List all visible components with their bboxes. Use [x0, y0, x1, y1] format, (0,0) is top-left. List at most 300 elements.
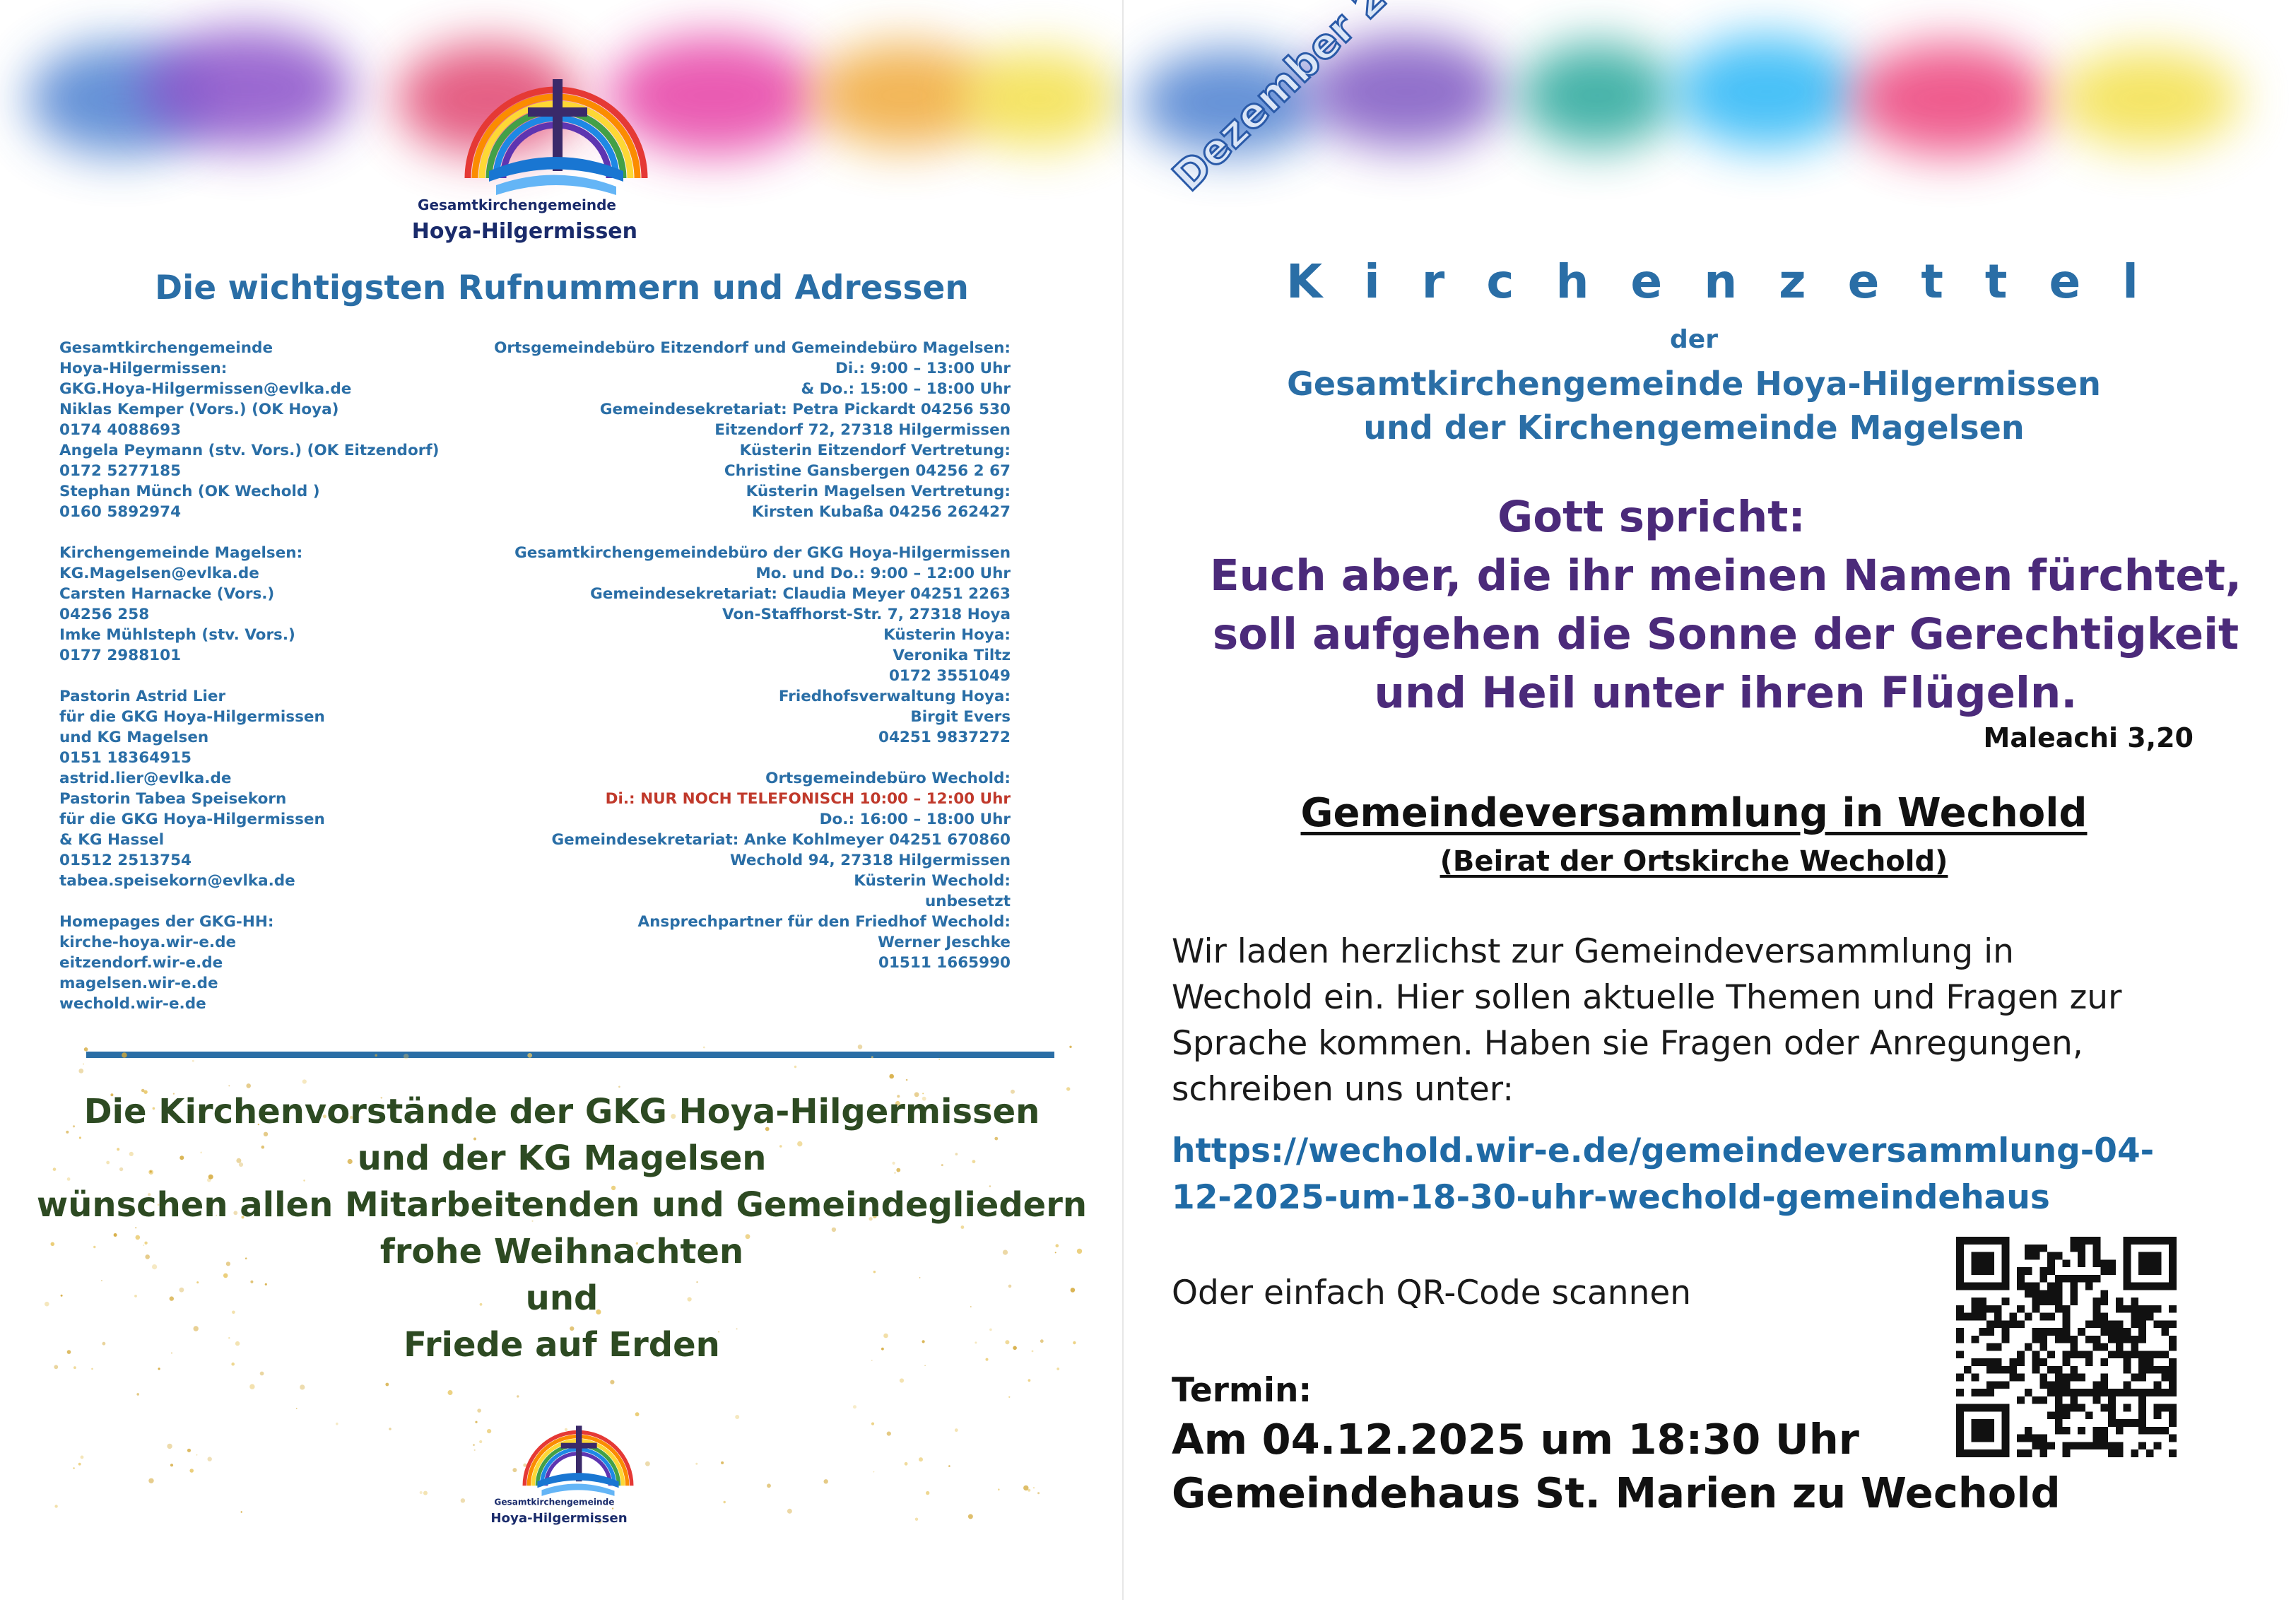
qr-module	[2070, 1442, 2078, 1449]
contact-line: Birgit Evers	[910, 708, 1011, 726]
qr-module	[2116, 1298, 2124, 1305]
qr-module	[2138, 1351, 2146, 1358]
contact-gap	[59, 522, 440, 543]
qr-module	[2078, 1442, 2085, 1449]
qr-module	[2039, 1290, 2047, 1298]
qr-module	[1972, 1389, 1979, 1396]
qr-module	[2002, 1366, 2010, 1374]
qr-module	[1994, 1320, 2002, 1328]
termin-date: Am 04.12.2025 um 18:30 Uhr	[1172, 1415, 1859, 1464]
qr-module	[2161, 1351, 2169, 1358]
sparkle	[73, 1467, 74, 1469]
qr-module	[2161, 1328, 2169, 1336]
qr-module	[2063, 1427, 2071, 1435]
qr-module	[2154, 1305, 2162, 1313]
assembly-link[interactable]	[1172, 1128, 2154, 1221]
contact-line: 01511 1665990	[878, 954, 1011, 972]
contact-line: Ansprechpartner für den Friedhof Wechold:	[637, 913, 1011, 931]
contact-line: Hoya-Hilgermissen:	[59, 360, 228, 377]
sparkle	[54, 1505, 57, 1507]
qr-module	[2093, 1259, 2101, 1267]
qr-module	[2161, 1374, 2169, 1382]
qr-module	[2154, 1381, 2162, 1389]
sparkle	[473, 1444, 475, 1446]
qr-module	[2138, 1305, 2146, 1313]
sparkle	[721, 1461, 724, 1464]
sparkle	[926, 1491, 929, 1495]
termin-label: Termin:	[1172, 1371, 1312, 1410]
sparkle	[1037, 1492, 1040, 1494]
sparkle	[618, 1086, 620, 1088]
qr-module	[2039, 1449, 2047, 1457]
contact-line: 04256 258	[59, 606, 150, 623]
sparkle	[81, 1456, 84, 1459]
qr-module	[2070, 1374, 2078, 1382]
qr-module	[2055, 1290, 2063, 1298]
qr-module	[2032, 1336, 2040, 1343]
qr-module	[2047, 1328, 2055, 1336]
contact-line: kirche-hoya.wir-e.de	[59, 934, 237, 951]
invitation-line: Sprache kommen. Haben sie Fragen oder Anregungen,	[1172, 1024, 2083, 1063]
qr-module	[2154, 1411, 2162, 1419]
powder-splash	[2056, 49, 2240, 148]
qr-module	[2085, 1351, 2093, 1358]
qr-module	[2146, 1427, 2154, 1435]
qr-module	[2169, 1336, 2177, 1343]
qr-module	[2124, 1305, 2131, 1313]
qr-module	[2070, 1298, 2078, 1305]
greeting-line: Die Kirchenvorstände der GKG Hoya-Hilgermissen	[83, 1092, 1040, 1131]
contact-line: Niklas Kemper (Vors.) (OK Hoya)	[59, 401, 339, 418]
qr-module	[2116, 1328, 2124, 1336]
qr-module	[2017, 1358, 2025, 1366]
qr-module	[2116, 1442, 2124, 1449]
qr-module	[2047, 1351, 2055, 1358]
qr-module	[2032, 1305, 2040, 1313]
qr-module	[2047, 1298, 2055, 1305]
qr-module	[2063, 1328, 2071, 1336]
qr-module	[2017, 1267, 2025, 1275]
qr-module	[2108, 1328, 2116, 1336]
qr-module	[2025, 1245, 2032, 1252]
qr-module	[1972, 1298, 1979, 1305]
sparkle	[948, 1465, 950, 1467]
contact-line: Gemeindesekretariat: Petra Pickardt 04256 530	[599, 401, 1011, 418]
qr-module	[2108, 1351, 2116, 1358]
qr-module	[2138, 1320, 2146, 1328]
qr-module	[2025, 1290, 2032, 1298]
sparkle	[487, 1429, 491, 1433]
contact-line: Gesamtkirchengemeinde	[59, 339, 273, 357]
logo-name: Hoya-Hilgermissen	[411, 219, 637, 244]
qr-module	[2100, 1259, 2108, 1267]
qr-module	[2131, 1320, 2138, 1328]
qr-module	[2017, 1275, 2025, 1283]
qr-module	[2002, 1381, 2010, 1389]
sparkle	[448, 1390, 453, 1395]
contact-line: Wechold 94, 27318 Hilgermissen	[729, 852, 1011, 869]
contact-line: 0177 2988101	[59, 647, 182, 664]
qr-module	[1972, 1305, 1979, 1313]
contact-line: und KG Magelsen	[59, 729, 209, 746]
qr-module	[2063, 1259, 2071, 1267]
invitation-line: Wechold ein. Hier sollen aktuelle Themen und Fragen zur	[1172, 978, 2122, 1017]
qr-module	[2063, 1404, 2071, 1412]
contact-line: Ortsgemeindebüro Eitzendorf und Gemeindebüro Magelsen:	[494, 339, 1011, 357]
qr-module	[1986, 1343, 1994, 1351]
sparkle	[968, 1514, 973, 1519]
qr-module	[2131, 1374, 2138, 1382]
qr-module	[1972, 1419, 1994, 1442]
qr-module	[2047, 1259, 2055, 1267]
sparkle	[249, 1384, 254, 1389]
contact-gap	[494, 522, 1011, 543]
qr-module	[2116, 1351, 2124, 1358]
qr-module	[2039, 1358, 2047, 1366]
sparkle	[871, 1423, 874, 1425]
qr-module	[2078, 1427, 2085, 1435]
sparkle	[83, 1064, 84, 1065]
qr-module	[2093, 1442, 2101, 1449]
qr-module	[2161, 1427, 2169, 1435]
sparkle	[610, 1380, 614, 1384]
qr-module	[1956, 1328, 1964, 1336]
qr-module	[2025, 1389, 2032, 1396]
qr-module	[2063, 1374, 2071, 1382]
qr-module	[2085, 1358, 2093, 1366]
powder-splash	[1851, 42, 2049, 155]
sparkle	[208, 1457, 212, 1461]
powder-splash	[961, 49, 1117, 148]
qr-module	[2032, 1351, 2040, 1358]
sparkle	[170, 1464, 173, 1466]
qr-module	[1986, 1358, 1994, 1366]
contact-line: Christine Gansbergen 04256 2 67	[724, 462, 1011, 480]
qr-module	[2169, 1411, 2177, 1419]
contact-line: Küsterin Hoya:	[883, 626, 1011, 644]
sparkle	[385, 1383, 389, 1387]
qr-module	[2009, 1374, 2017, 1382]
qr-module	[2085, 1275, 2093, 1283]
invitation-line: schreiben uns unter:	[1172, 1070, 1514, 1109]
sparkle	[906, 1079, 908, 1081]
contact-line: Stephan Münch (OK Wechold )	[59, 483, 320, 500]
qr-module	[2161, 1389, 2169, 1396]
contact-line: Pastorin Tabea Speisekorn	[59, 790, 287, 808]
church-name-2: und der Kirchengemeinde Magelsen	[1363, 408, 2025, 447]
qr-module	[2039, 1442, 2047, 1449]
contact-line: unbesetzt	[924, 893, 1011, 910]
qr-module	[2169, 1358, 2177, 1366]
qr-module	[2124, 1336, 2131, 1343]
qr-module	[2116, 1320, 2124, 1328]
qr-module	[2093, 1237, 2101, 1245]
qr-module	[1956, 1389, 1964, 1396]
qr-module	[2124, 1366, 2131, 1374]
contact-line: 0172 5277185	[59, 462, 182, 480]
qr-module	[2025, 1252, 2032, 1260]
qr-module	[2093, 1396, 2101, 1404]
contact-line: Di.: NUR NOCH TELEFONISCH 10:00 – 12:00 Uhr	[605, 790, 1011, 808]
qr-module	[2078, 1252, 2085, 1260]
contact-line: Von-Staffhorst-Str. 7, 27318 Hoya	[722, 606, 1011, 623]
sparkle	[787, 1509, 792, 1514]
sparkle	[78, 1463, 81, 1466]
qr-module	[2108, 1449, 2116, 1457]
contacts-left	[59, 338, 440, 1014]
qr-module	[1964, 1366, 1972, 1374]
qr-module	[1994, 1358, 2002, 1366]
sparkle	[915, 1518, 918, 1521]
qr-module	[2093, 1435, 2101, 1442]
qr-module	[2017, 1320, 2025, 1328]
contact-line: 0172 3551049	[888, 667, 1011, 685]
assembly-title: Gemeindeversammlung in Wechold	[1300, 790, 2088, 836]
christmas-greeting	[0, 1088, 1124, 1368]
qr-module	[2070, 1275, 2078, 1283]
qr-module	[2017, 1435, 2025, 1442]
contact-line: 0174 4088693	[59, 421, 182, 439]
sparkle	[78, 1069, 83, 1073]
qr-module	[2116, 1343, 2124, 1351]
qr-module	[2039, 1343, 2047, 1351]
sparkle	[477, 1408, 481, 1413]
qr-module	[2063, 1449, 2071, 1457]
qr-module	[1986, 1305, 1994, 1313]
qr-module	[2138, 1252, 2161, 1275]
qr-module	[2116, 1427, 2124, 1435]
verse-line: Euch aber, die ihr meinen Namen fürchtet,	[1209, 551, 2242, 601]
church-logo	[411, 37, 673, 256]
qr-module	[2055, 1374, 2063, 1382]
qr-module	[2085, 1237, 2093, 1245]
qr-module	[2070, 1366, 2078, 1374]
contact-line: Pastorin Astrid Lier	[59, 688, 226, 705]
contact-line: KG.Magelsen@evlka.de	[59, 565, 259, 582]
qr-module	[2063, 1351, 2071, 1358]
qr-module	[2047, 1313, 2055, 1321]
verse-body	[1155, 546, 2296, 722]
qr-module	[2138, 1336, 2146, 1343]
qr-module	[1956, 1351, 1964, 1358]
qr-module	[2169, 1435, 2177, 1442]
qr-module	[2055, 1411, 2063, 1419]
qr-module	[2169, 1343, 2177, 1351]
qr-code-icon[interactable]	[1956, 1237, 2177, 1457]
qr-module	[1986, 1381, 1994, 1389]
qr-module	[2124, 1381, 2131, 1389]
qr-module	[2124, 1404, 2131, 1412]
contact-line: & Do.: 15:00 – 18:00 Uhr	[801, 380, 1011, 398]
qr-module	[2108, 1259, 2116, 1267]
contact-line: Mo. und Do.: 9:00 – 12:00 Uhr	[755, 565, 1011, 582]
sparkle	[423, 1491, 428, 1495]
qr-module	[2025, 1283, 2032, 1290]
qr-module	[2146, 1366, 2154, 1374]
sparkle	[873, 1471, 875, 1473]
qr-module	[2047, 1411, 2055, 1419]
qr-module	[1979, 1389, 1986, 1396]
sparkle	[260, 1372, 264, 1376]
logo-caption: Gesamtkirchengemeinde	[494, 1497, 615, 1507]
qr-module	[2063, 1320, 2071, 1328]
qr-module	[2017, 1305, 2025, 1313]
greeting-line: frohe Weihnachten	[379, 1232, 744, 1271]
qr-module	[2085, 1411, 2093, 1419]
qr-module	[2154, 1442, 2162, 1449]
contact-line: Friedhofsverwaltung Hoya:	[778, 688, 1011, 705]
qr-module	[2131, 1343, 2138, 1351]
sparkle	[189, 1469, 194, 1473]
qr-module	[2093, 1427, 2101, 1435]
sparkle	[955, 1428, 958, 1432]
sparkle	[196, 1454, 198, 1456]
qr-module	[1979, 1328, 1986, 1336]
qr-module	[2039, 1275, 2047, 1283]
qr-module	[2063, 1358, 2071, 1366]
qr-module	[1956, 1336, 1964, 1343]
qr-module	[2070, 1396, 2078, 1404]
qr-module	[2093, 1298, 2101, 1305]
contact-line: Angela Peymann (stv. Vors.) (OK Eitzendorf)	[59, 442, 440, 459]
qr-module	[2116, 1336, 2124, 1343]
qr-module	[2055, 1252, 2063, 1260]
qr-module	[2047, 1252, 2055, 1260]
qr-module	[2063, 1305, 2071, 1313]
qr-module	[2039, 1435, 2047, 1442]
qr-module	[2124, 1358, 2131, 1366]
qr-module	[2100, 1374, 2108, 1382]
qr-module	[2039, 1267, 2047, 1275]
qr-module	[2131, 1298, 2138, 1305]
qr-module	[2047, 1442, 2055, 1449]
qr-module	[1994, 1366, 2002, 1374]
qr-module	[2138, 1374, 2146, 1382]
contact-line: Veronika Tiltz	[893, 647, 1011, 664]
qr-module	[2070, 1351, 2078, 1358]
greeting-line: und	[525, 1278, 599, 1318]
qr-module	[2078, 1237, 2085, 1245]
contact-gap	[494, 748, 1011, 768]
sparkle	[404, 1054, 408, 1059]
contact-line: Homepages der GKG-HH:	[59, 913, 274, 931]
sparkle	[336, 1423, 338, 1425]
qr-module	[2047, 1283, 2055, 1290]
qr-module	[2154, 1320, 2162, 1328]
qr-module	[2108, 1336, 2116, 1343]
sparkle	[723, 1501, 725, 1503]
qr-module	[2070, 1237, 2078, 1245]
qr-module	[2161, 1320, 2169, 1328]
qr-module	[2138, 1442, 2146, 1449]
qr-module	[2055, 1283, 2063, 1290]
sparkle	[695, 1463, 697, 1465]
sparkle	[84, 1047, 88, 1052]
contact-line: Di.: 9:00 – 13:00 Uhr	[835, 360, 1011, 377]
contact-line: Gemeindesekretariat: Anke Kohlmeyer 04251 670860	[551, 831, 1011, 849]
qr-module	[1964, 1313, 1972, 1321]
contact-line: 01512 2513754	[59, 852, 192, 869]
link-line[interactable]: https://wechold.wir-e.de/gemeindeversammlung-04-	[1172, 1131, 2155, 1170]
qr-module	[2146, 1449, 2154, 1457]
contact-line: 04251 9837272	[878, 729, 1011, 746]
qr-module	[1979, 1358, 1986, 1366]
qr-module	[2070, 1336, 2078, 1343]
qr-module	[2169, 1305, 2177, 1313]
contact-line: Imke Mühlsteph (stv. Vors.)	[59, 626, 295, 644]
sparkle	[905, 1462, 908, 1466]
qr-module	[2032, 1328, 2040, 1336]
qr-module	[2055, 1381, 2063, 1389]
contact-line: 0151 18364915	[59, 749, 192, 767]
qr-module	[2063, 1389, 2071, 1396]
qr-module	[2093, 1381, 2101, 1389]
sparkle	[475, 1421, 477, 1423]
qr-module	[2032, 1252, 2040, 1260]
qr-module	[1956, 1305, 1964, 1313]
qr-module	[1979, 1313, 1986, 1321]
sparkle	[474, 1449, 476, 1451]
qr-module	[2047, 1381, 2055, 1389]
sparkle	[735, 1415, 739, 1419]
qr-module	[2169, 1320, 2177, 1328]
qr-module	[2085, 1336, 2093, 1343]
qr-module	[2009, 1320, 2017, 1328]
qr-module	[2169, 1374, 2177, 1382]
qr-module	[2093, 1252, 2101, 1260]
qr-module	[2039, 1381, 2047, 1389]
greeting-line: wünschen allen Mitarbeitenden und Gemeindegliedern	[36, 1185, 1088, 1225]
qr-module	[2154, 1366, 2162, 1374]
qr-module	[2093, 1336, 2101, 1343]
qr-module	[2161, 1366, 2169, 1374]
qr-module	[2131, 1336, 2138, 1343]
qr-module	[2063, 1381, 2071, 1389]
qr-module	[2100, 1442, 2108, 1449]
qr-module	[2100, 1298, 2108, 1305]
qr-module	[2138, 1313, 2146, 1321]
qr-module	[2017, 1396, 2025, 1404]
contact-line: tabea.speisekorn@evlka.de	[59, 872, 295, 890]
link-line[interactable]: 12-2025-um-18-30-uhr-wechold-gemeindehaus	[1172, 1178, 2050, 1217]
qr-module	[2039, 1298, 2047, 1305]
sparkle	[517, 1395, 519, 1397]
qr-module	[2063, 1411, 2071, 1419]
qr-module	[2002, 1320, 2010, 1328]
qr-module	[2138, 1427, 2146, 1435]
qr-module	[2093, 1313, 2101, 1321]
church-logo-svg	[411, 37, 673, 256]
qr-module	[2131, 1313, 2138, 1321]
qr-module	[2138, 1328, 2146, 1336]
contact-line: Eitzendorf 72, 27318 Hilgermissen	[714, 421, 1011, 439]
logo-name: Hoya-Hilgermissen	[490, 1510, 628, 1526]
contact-line: Carsten Harnacke (Vors.)	[59, 585, 275, 603]
right-page	[1124, 0, 2264, 1600]
qr-module	[2047, 1290, 2055, 1298]
qr-module	[1994, 1381, 2002, 1389]
contact-line: astrid.lier@evlka.de	[59, 770, 232, 787]
qr-module	[2100, 1343, 2108, 1351]
qr-module	[2070, 1404, 2078, 1412]
qr-module	[2002, 1328, 2010, 1336]
assembly-subtitle: (Beirat der Ortskirche Wechold)	[1440, 845, 1948, 878]
qr-module	[2146, 1358, 2154, 1366]
qr-module	[2032, 1366, 2040, 1374]
qr-module	[1972, 1358, 1979, 1366]
qr-module	[2047, 1366, 2055, 1374]
greeting-line: Friede auf Erden	[404, 1325, 720, 1365]
